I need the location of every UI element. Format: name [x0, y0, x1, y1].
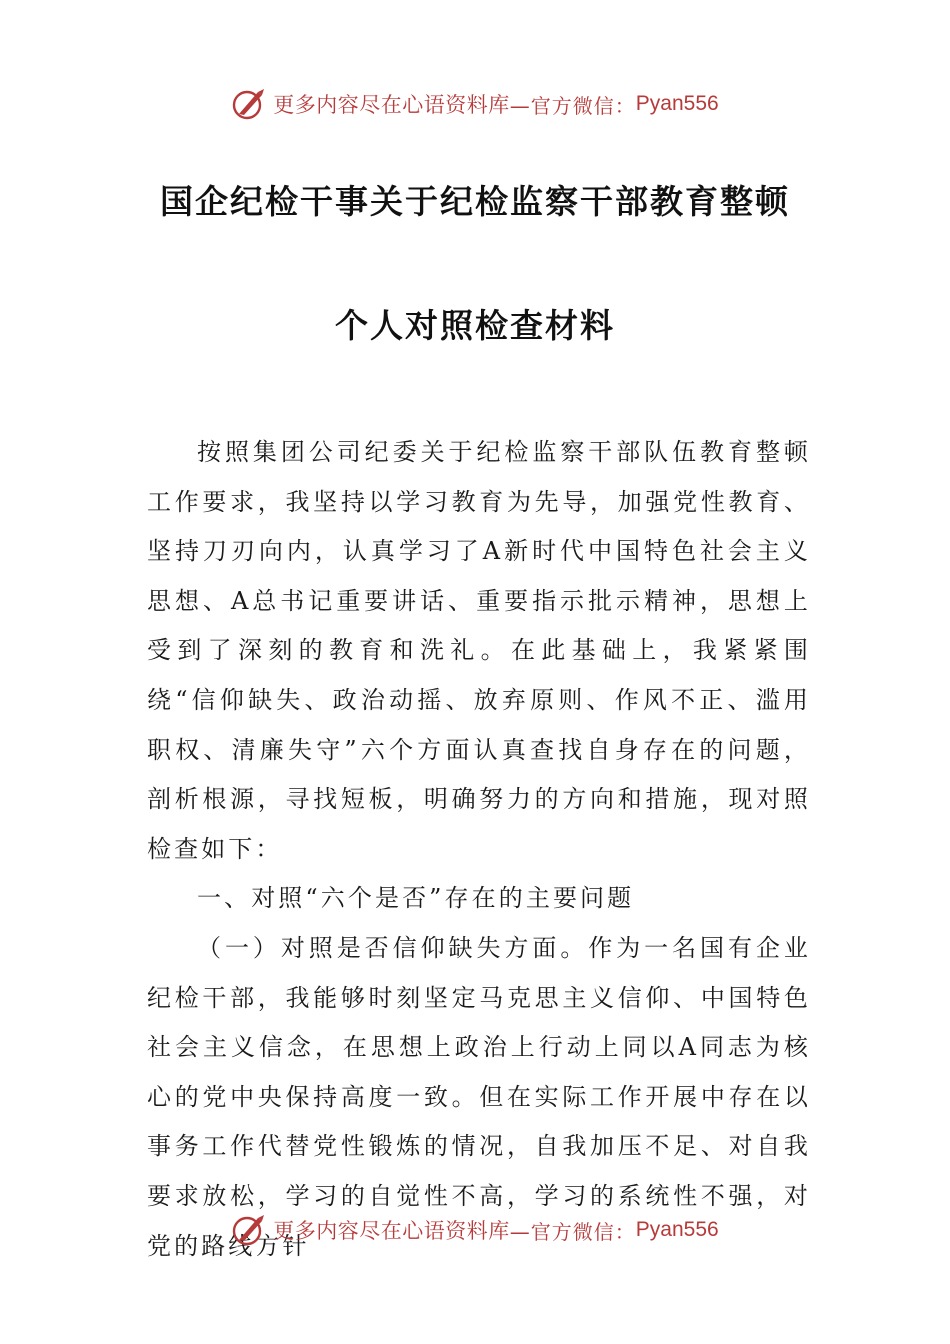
watermark-main-text: 更多内容尽在心语资料库 — [273, 1219, 510, 1243]
header-watermark — [0, 84, 950, 124]
quill-pen-icon — [231, 86, 267, 122]
subsection-paragraph-1: （一）对照是否信仰缺失方面。作为一名国有企业纪检干部，我能够时刻坚定马克思主义信仰、中国特色社会主义信念，在思想上政治上行动上同以A同志为核心的党中央保持高度一致。但在实际工作开展中存在以事务工作代替党性锻炼的情况，自我加压不足、对自我要求放松，学习的自觉性不高，学习的系统性不强，对党的路线方针 — [147, 933, 811, 1260]
document-title-line-2: 个人对照检查材料 — [335, 306, 615, 345]
section-heading-1: 一、对照“六个是否”存在的主要问题 — [197, 884, 635, 913]
document-title-line-1: 国企纪检干事关于纪检监察干部教育整顿 — [160, 182, 790, 221]
watermark-wechat-id: Pyan556 — [635, 1218, 719, 1241]
watermark-main-text: 更多内容尽在心语资料库 — [273, 93, 510, 117]
intro-paragraph: 按照集团公司纪委关于纪检监察干部队伍教育整顿工作要求，我坚持以学习教育为先导，加强党性教育、坚持刀刃向内，认真学习了A新时代中国特色社会主义思想、A总书记重要讲话、重要指示批示精神，思想上受到了深刻的教育和洗礼。在此基础上，我紧紧围绕“信仰缺失、政治动摇、放弃原则、作风不正、滥用职权、清廉失守”六个方面认真查找自身存在的问题，剖析根源，寻找短板，明确努力的方向和措施，现对照检查如下： — [147, 438, 811, 863]
document-body — [147, 428, 811, 1271]
footer-watermark — [0, 1210, 950, 1250]
quill-pen-icon — [231, 1212, 267, 1248]
watermark-sub-text: —官方微信： — [509, 1219, 636, 1244]
watermark-sub-text: —官方微信： — [509, 93, 636, 118]
watermark-wechat-id: Pyan556 — [635, 92, 719, 115]
